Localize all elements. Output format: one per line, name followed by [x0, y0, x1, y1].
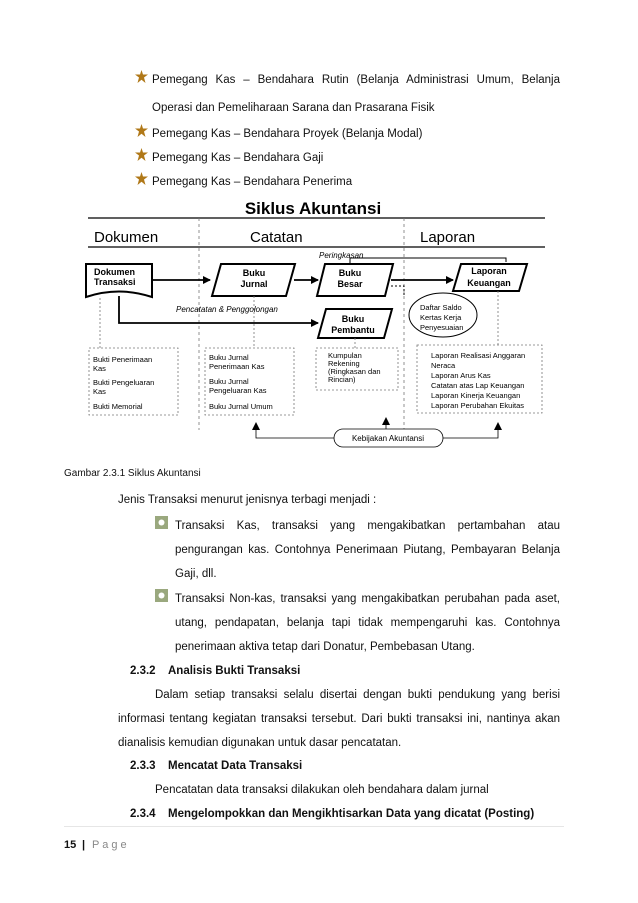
buku-jurnal-line1: Buku	[242, 268, 266, 278]
buku-list-line4: Pengeluaran Kas	[209, 386, 267, 395]
bullet-top-4: Pemegang Kas – Bendahara Penerima	[152, 176, 353, 188]
buku-pembantu-line2: Pembantu	[331, 325, 375, 335]
buku-pembantu-line1: Buku	[341, 314, 365, 324]
bukti-line1: Bukti Penerimaan	[93, 355, 153, 364]
star-bullet-icon	[135, 70, 148, 83]
bullet-top-3: Pemegang Kas – Bendahara Gaji	[152, 152, 324, 164]
section-2-3-3-line1: Pencatatan data transaksi dilakukan oleh bendahara dalam jurnal	[155, 784, 489, 796]
daftar-line3: Penyesuaian	[420, 323, 464, 332]
buku-list-line1: Buku Jurnal	[209, 353, 249, 362]
kumpulan-line4: Rincian)	[328, 375, 356, 384]
section-2-3-2-number: 2.3.2	[130, 665, 156, 677]
header-dokumen: Dokumen	[94, 229, 159, 246]
laporan-list-5: Laporan Kinerja Keuangan	[431, 391, 521, 400]
jenis-2-line1: Transaksi Non-kas, transaksi yang mengakibatkan perubahan pada aset,	[175, 593, 560, 605]
section-2-3-2-title: Analisis Bukti Transaksi	[168, 665, 301, 677]
label-peringkasan: Peringkasan	[319, 251, 364, 260]
jenis-2-line3: penerimaan aktiva tetap dari Donatur, Pembebasan Utang.	[175, 641, 475, 653]
dokumen-transaksi-line1: Dokumen	[94, 267, 136, 277]
header-laporan: Laporan	[420, 229, 476, 246]
laporan-list-6: Laporan Perubahan Ekuitas	[431, 401, 524, 410]
laporan-keuangan-line2: Keuangan	[467, 278, 511, 288]
jenis-2-line2: utang, pendapatan, belanja tapi tidak mempengaruhi kas. Contohnya	[175, 617, 560, 629]
jenis-1-line3: Gaji, dll.	[175, 568, 217, 580]
arrow-kebijakan-left	[256, 423, 334, 438]
section-2-3-3-title: Mencatat Data Transaksi	[168, 760, 303, 772]
dokumen-transaksi-line2: Transaksi	[94, 277, 136, 287]
laporan-list-1: Laporan Realisasi Anggaran	[431, 351, 526, 360]
label-kebijakan: Kebijakan Akuntansi	[351, 434, 425, 443]
bukti-line4: Kas	[93, 387, 106, 396]
flower-bullet-icon	[155, 589, 168, 602]
star-bullet-icon	[135, 124, 148, 137]
line-besar-to-daftar	[391, 286, 404, 296]
kumpulan-line2: Rekening	[328, 359, 360, 368]
kumpulan-line3: (Ringkasan dan	[328, 367, 381, 376]
flower-bullet-icon	[155, 516, 168, 529]
buku-besar-line1: Buku	[338, 268, 362, 278]
figure-caption: Gambar 2.3.1 Siklus Akuntansi	[64, 468, 201, 479]
jenis-1-line2: pengurangan kas. Contohnya Penerimaan Piutang, Pembayaran Belanja	[175, 544, 560, 556]
page-number: 15	[64, 839, 77, 851]
bullet-top-1-line2: Operasi dan Pemeliharaan Sarana dan Prasarana Fisik	[152, 102, 435, 114]
section-2-3-4-number: 2.3.4	[130, 808, 156, 820]
kumpulan-line1: Kumpulan	[328, 351, 362, 360]
page-label: P a g e	[92, 839, 127, 851]
section-2-3-2-line1: Dalam setiap transaksi selalu disertai dengan bukti pendukung yang berisi	[155, 689, 560, 701]
daftar-line2: Kertas Kerja	[420, 313, 462, 322]
section-2-3-3-number: 2.3.3	[130, 760, 156, 772]
star-bullet-icon	[135, 172, 148, 185]
laporan-list-2: Neraca	[431, 361, 456, 370]
page-separator: |	[82, 839, 86, 851]
label-pencatatan: Pencatatan & Penggolongan	[176, 305, 278, 314]
header-catatan: Catatan	[250, 229, 303, 246]
section-2-3-2-line3: dianalisis kemudian digunakan untuk dasar pencatatan.	[118, 737, 402, 749]
section-2-3-2-line2: informasi tentang kegiatan transaksi tersebut. Dari bukti transaksi ini, nantinya akan	[118, 713, 560, 725]
bullet-top-2: Pemegang Kas – Bendahara Proyek (Belanja Modal)	[152, 128, 423, 140]
section-2-3-4-title: Mengelompokkan dan Mengikhtisarkan Data yang dicatat (Posting)	[168, 808, 535, 820]
siklus-akuntansi-diagram	[0, 190, 638, 460]
intro-text: Jenis Transaksi menurut jenisnya terbagi menjadi :	[118, 494, 377, 506]
buku-list-line5: Buku Jurnal Umum	[209, 402, 273, 411]
diagram-title: Siklus Akuntansi	[244, 199, 382, 218]
buku-list-line2: Penerimaan Kas	[209, 362, 265, 371]
bukti-line3: Bukti Pengeluaran	[93, 378, 155, 387]
laporan-list-3: Laporan Arus Kas	[431, 371, 491, 380]
footer-rule	[64, 826, 564, 827]
bukti-line2: Kas	[93, 364, 106, 373]
laporan-list-4: Catatan atas Lap Keuangan	[431, 381, 525, 390]
bullet-top-1-line1: Pemegang Kas – Bendahara Rutin (Belanja Administrasi Umum, Belanja	[152, 74, 560, 86]
laporan-keuangan-line1: Laporan	[471, 266, 507, 276]
buku-list-line3: Buku Jurnal	[209, 377, 249, 386]
jenis-1-line1: Transaksi Kas, transaksi yang mengakibatkan pertambahan atau	[175, 520, 560, 532]
arrow-kebijakan-right	[443, 423, 498, 438]
buku-besar-line2: Besar	[337, 279, 363, 289]
daftar-line1: Daftar Saldo	[420, 303, 462, 312]
star-bullet-icon	[135, 148, 148, 161]
bukti-line5: Bukti Memorial	[93, 402, 143, 411]
buku-jurnal-line2: Jurnal	[240, 279, 268, 289]
